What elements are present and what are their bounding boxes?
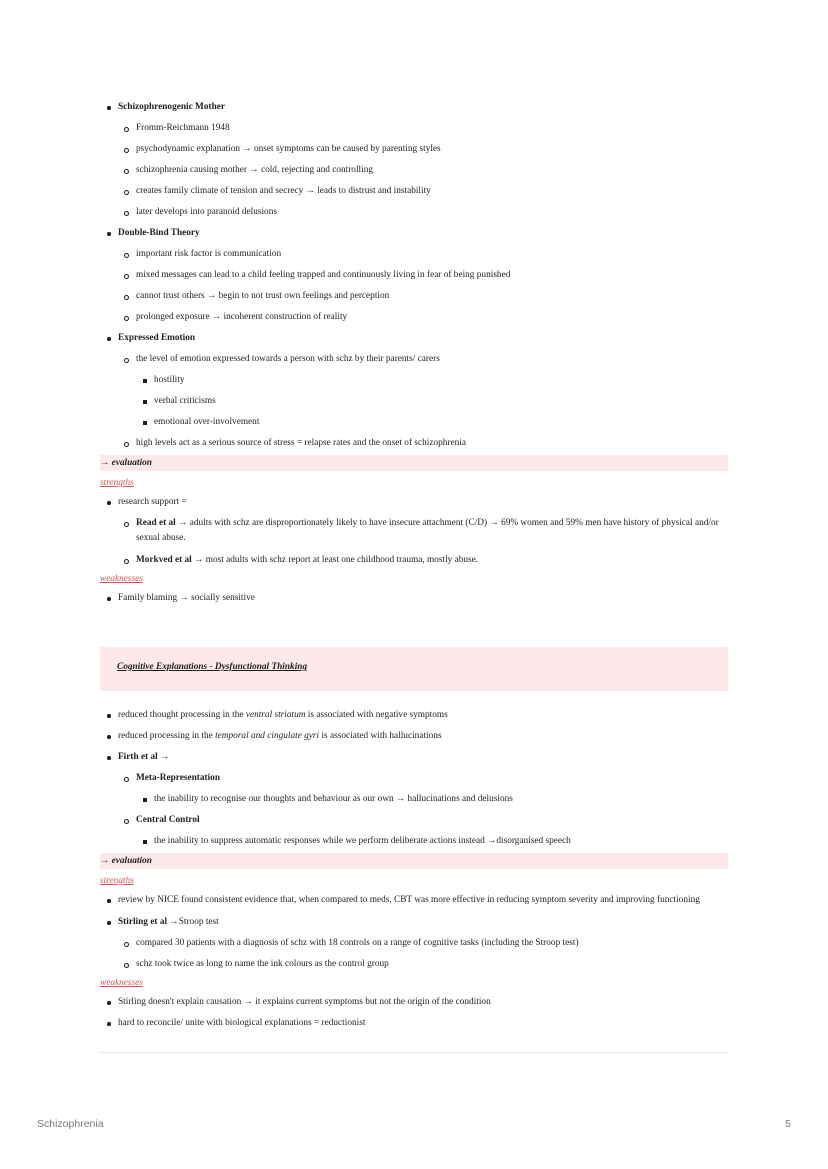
list-item: schizophrenia causing mother → cold, rejecting and controlling: [118, 160, 728, 181]
notes-content: [100, 97, 728, 1034]
list-item: [100, 223, 728, 328]
list-item: reduced thought processing in the ventral striatum is associated with negative symptoms: [100, 705, 728, 726]
footer-title: Schizophrenia: [37, 1118, 104, 1130]
list-item: Family blaming → socially sensitive: [100, 588, 728, 609]
strengths-label: strengths: [100, 478, 134, 488]
list-item: research support = Read et al → adults with schz are disproportionately likely to have insecure attachment (C/D) → 69% women and 59% men have history of physical and/or sexual abuse. Morkved et al → most adults with schz report at least one childhood trauma, mostly abuse.: [100, 492, 728, 571]
list-item: Read et al → adults with schz are disproportionately likely to have insecure attachment (C/D) → 69% women and 59% men have history of physical and/or sexual abuse.: [118, 513, 728, 550]
list-item: verbal criticisms: [136, 391, 728, 412]
list-item: important risk factor is communication: [118, 244, 728, 265]
list-item: cannot trust others → begin to not trust own feelings and perception: [118, 286, 728, 307]
list-item: Central Control the inability to suppress automatic responses while we perform deliberate actions instead →disorganised speech: [118, 810, 728, 852]
list-item: emotional over-involvement: [136, 412, 728, 433]
list-item: later develops into paranoid delusions: [118, 202, 728, 223]
list-item: schz took twice as long to name the ink colours as the control group: [118, 954, 728, 975]
list-item: hostility: [136, 370, 728, 391]
list-item: reduced processing in the temporal and cingulate gyri is associated with hallucinations: [100, 726, 728, 747]
bullet-title: Schizophrenogenic Mother: [118, 102, 225, 112]
list-item: the inability to suppress automatic responses while we perform deliberate actions instead →disorganised speech: [136, 831, 728, 852]
weaknesses-label: weaknesses: [100, 574, 143, 584]
list-item: Firth et al → Meta-Representation the inability to recognise our thoughts and behaviour as our own → hallucinations and delusions Central Control the inability to suppress automatic responses while we perform deliberate actions instead →disorganised speech: [100, 747, 728, 852]
divider: [100, 1052, 728, 1053]
strengths-label: strengths: [100, 876, 134, 886]
list-item: Fromm-Reichmann 1948: [118, 118, 728, 139]
list-item: review by NICE found consistent evidence that, when compared to meds, CBT was more effective in reducing symptom severity and improving functioning: [100, 890, 728, 912]
bullet-title: Expressed Emotion: [118, 333, 196, 343]
list-item: prolonged exposure → incoherent construction of reality: [118, 307, 728, 328]
evaluation-heading: → evaluation: [100, 853, 728, 869]
list-item: Meta-Representation the inability to recognise our thoughts and behaviour as our own → hallucinations and delusions: [118, 768, 728, 810]
list-item: Stirling doesn't explain causation → it explains current symptoms but not the origin of the condition: [100, 992, 728, 1013]
explanations-list: [100, 97, 728, 454]
weaknesses-label: weaknesses: [100, 978, 143, 988]
section-heading-box: [100, 647, 728, 691]
page-number: 5: [785, 1118, 791, 1130]
list-item: the inability to recognise our thoughts and behaviour as our own → hallucinations and delusions: [136, 789, 728, 810]
list-item: high levels act as a serious source of stress = relapse rates and the onset of schizophrenia: [118, 433, 728, 454]
list-item: creates family climate of tension and secrecy → leads to distrust and instability: [118, 181, 728, 202]
list-item: mixed messages can lead to a child feeling trapped and continuously living in fear of being punished: [118, 265, 728, 286]
list-item: [100, 328, 728, 454]
list-item: [100, 97, 728, 223]
list-item: compared 30 patients with a diagnosis of schz with 18 controls on a range of cognitive tasks (including the Stroop test): [118, 933, 728, 954]
evaluation-heading: → evaluation: [100, 455, 728, 471]
list-item: Morkved et al → most adults with schz report at least one childhood trauma, mostly abuse.: [118, 550, 728, 571]
section-title: Cognitive Explanations - Dysfunctional Thinking: [117, 662, 308, 672]
list-item: hard to reconcile/ unite with biological explanations = reductionist: [100, 1013, 728, 1034]
bullet-title: Double-Bind Theory: [118, 228, 200, 238]
list-item: Stirling et al →Stroop test compared 30 patients with a diagnosis of schz with 18 controls on a range of cognitive tasks (including the Stroop test) schz took twice as long to name the ink colours as the control group: [100, 912, 728, 975]
list-item: the level of emotion expressed towards a person with schz by their parents/ carers hostility verbal criticisms emotional over-involvement: [118, 349, 728, 433]
list-item: psychodynamic explanation → onset symptoms can be caused by parenting styles: [118, 139, 728, 160]
